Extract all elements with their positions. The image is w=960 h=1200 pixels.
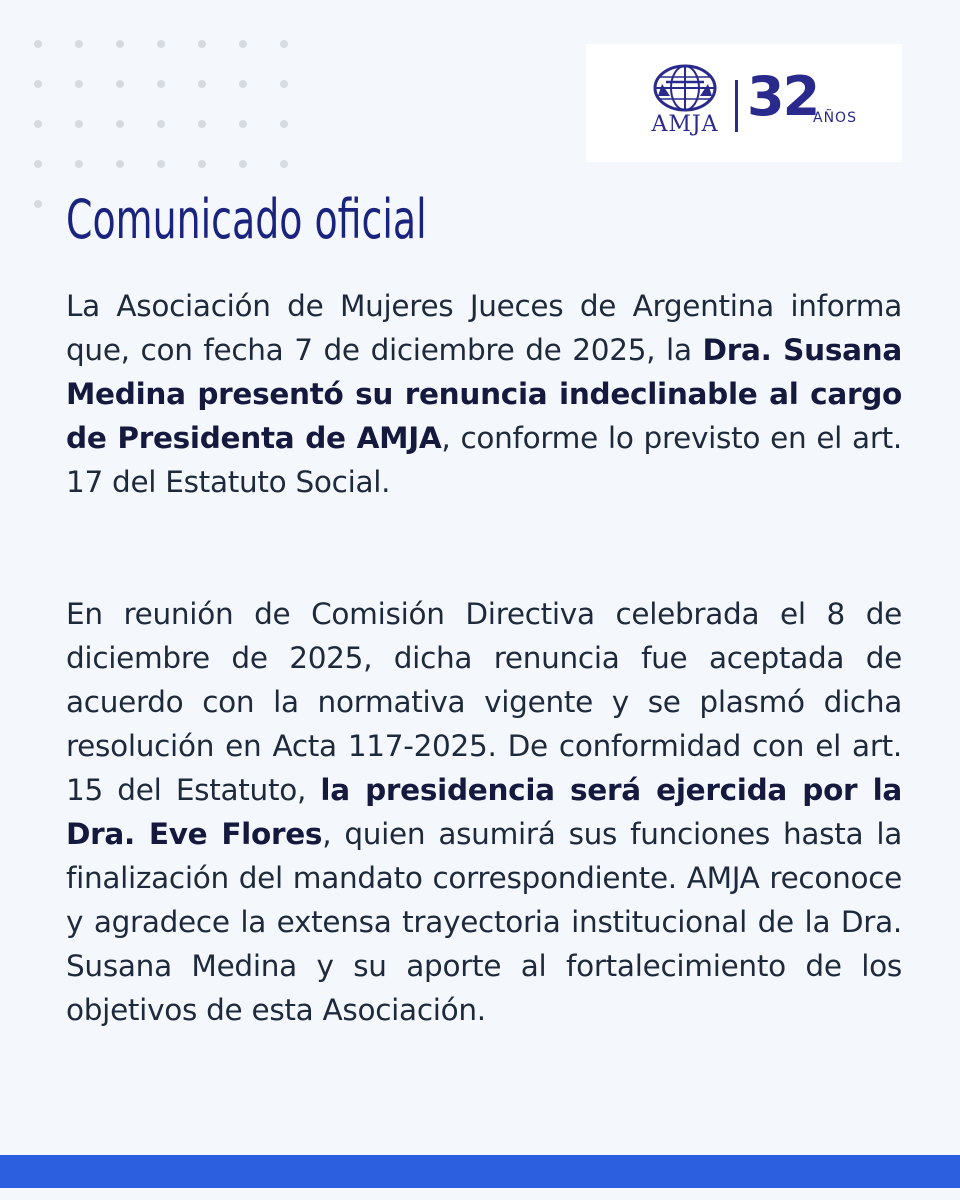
decorative-dot — [239, 40, 247, 48]
page-title: Comunicado oficial — [66, 188, 427, 251]
paragraph-1-bold: Dra. Susana Medina presentó su renuncia indeclinable al cargo de Presidenta de AMJA — [66, 333, 902, 455]
paragraph-1-text-a: La Asociación de Mujeres Jueces de Argentina informa que, con fecha 7 de diciembre de 2025, la — [66, 289, 902, 367]
logo-years-number: 32 — [747, 65, 819, 128]
decorative-dot — [116, 40, 124, 48]
decorative-dot — [239, 80, 247, 88]
paragraph-2-bold: la presidencia será ejercida por la Dra. Eve Flores — [66, 773, 902, 851]
footer-bottom-strip — [0, 1188, 960, 1200]
decorative-dot — [280, 40, 288, 48]
decorative-dot — [116, 160, 124, 168]
decorative-dot — [34, 80, 42, 88]
decorative-dot — [198, 120, 206, 128]
decorative-dot — [75, 40, 83, 48]
decorative-dot — [280, 160, 288, 168]
decorative-dot — [280, 120, 288, 128]
paragraph-2-text-a: En reunión de Comisión Directiva celebrada el 8 de diciembre de 2025, dicha renuncia fue aceptada de acuerdo con la normativa vigente y se plasmó dicha resolución en Acta 117-2025. De conformidad con el art. 15 del Estatuto, — [66, 597, 902, 807]
amja-logo-badge — [586, 44, 902, 162]
decorative-dot — [116, 120, 124, 128]
decorative-dot — [198, 40, 206, 48]
decorative-dot-grid — [34, 40, 290, 210]
decorative-dot — [198, 80, 206, 88]
decorative-dot — [157, 120, 165, 128]
paragraph-1-text-b: , conforme lo previsto en el art. 17 del Estatuto Social. — [66, 421, 902, 499]
decorative-dot — [280, 80, 288, 88]
logo-acronym: AMJA — [651, 112, 719, 137]
paragraph-2-text-b: , quien asumirá sus funciones hasta la finalización del mandato correspondiente. AMJA reconoce y agradece la extensa trayectoria institucional de la Dra. Susana Medina y su aporte al fortalecimiento de los objetivos de esta Asociación. — [66, 817, 902, 1027]
decorative-dot — [34, 40, 42, 48]
announcement-paragraph-1 — [66, 284, 902, 504]
decorative-dot — [116, 80, 124, 88]
decorative-dot — [157, 160, 165, 168]
announcement-paragraph-2 — [66, 592, 902, 1032]
decorative-dot — [157, 80, 165, 88]
decorative-dot — [34, 120, 42, 128]
decorative-dot — [34, 200, 42, 208]
decorative-dot — [239, 120, 247, 128]
amja-globe-scales-icon — [644, 62, 726, 152]
decorative-dot — [75, 160, 83, 168]
decorative-dot — [34, 160, 42, 168]
decorative-dot — [75, 80, 83, 88]
logo-years-label: AÑOS — [813, 110, 857, 126]
decorative-dot — [157, 40, 165, 48]
decorative-dot — [75, 120, 83, 128]
decorative-dot — [239, 160, 247, 168]
decorative-dot — [198, 160, 206, 168]
logo-divider — [735, 80, 738, 132]
